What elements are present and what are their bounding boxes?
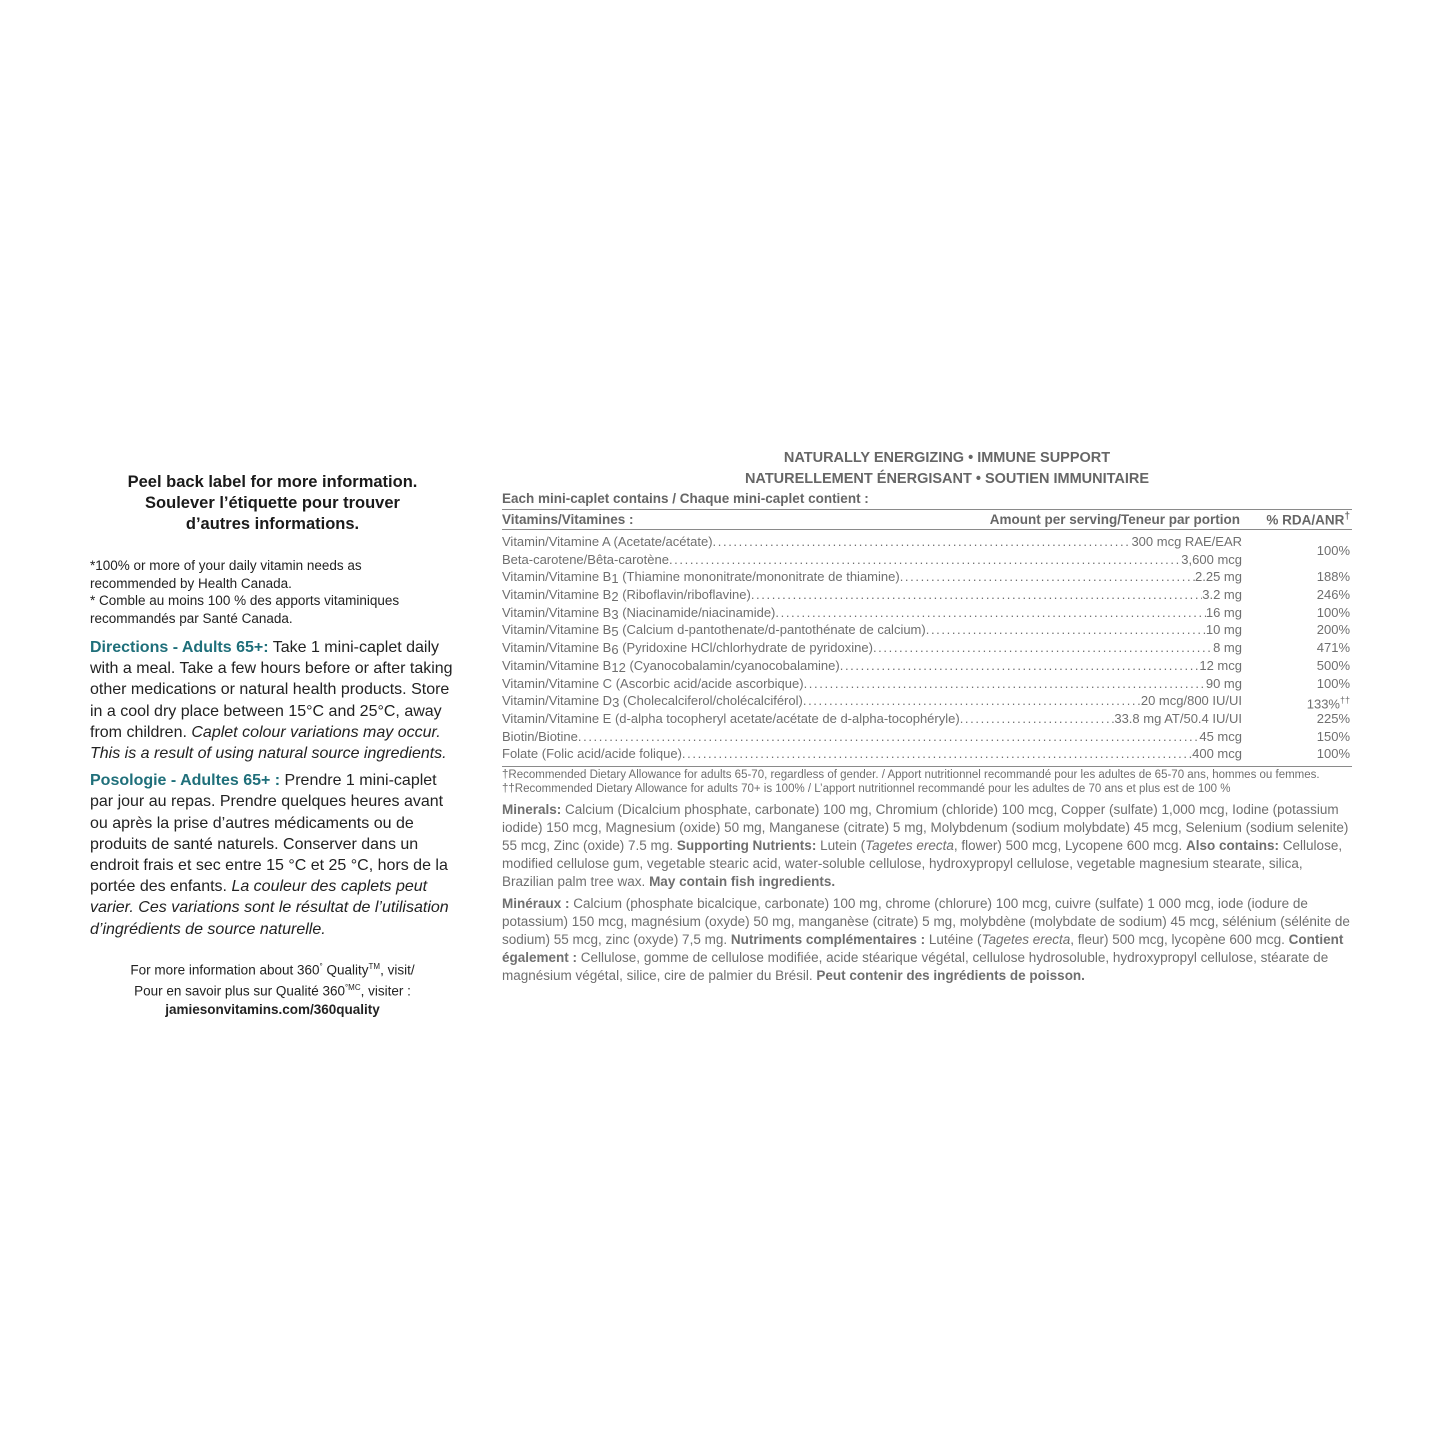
vitamin-subscript: 12 (611, 659, 626, 675)
nutrient-name (502, 745, 682, 763)
vitamin-subscript: 5 (611, 624, 619, 640)
nutrient-source: (Thiamine mononitrate/mononitrate de thiamine) (618, 569, 900, 585)
rda-note-line: *100% or more of your daily vitamin needs as (90, 558, 362, 573)
mineraux-heading: Minéraux : (502, 896, 570, 912)
more-info-text: For more information about 360 (130, 962, 320, 978)
leader-dots (804, 675, 1206, 693)
table-row (502, 675, 1352, 693)
table-row (502, 604, 1352, 622)
nutrient-source: (Niacinamide/niacinamide) (618, 604, 776, 620)
vitamin-a-group (502, 533, 1352, 568)
nutrient-amount: 45 mcg (1199, 728, 1242, 744)
col-vitamins: Vitamins/Vitamines : (502, 512, 634, 527)
nutrient-name (502, 568, 900, 586)
nutrient-name: Beta-carotene/Bêta-carotène (502, 551, 669, 567)
minerals-french (502, 895, 1352, 985)
posologie-italic-note: La couleur des caplets peut varier. Ces variations sont le résultat de l’utilisation d’ingrédients de source naturelle. (90, 878, 449, 938)
nutriments-text: Lutéine ( (925, 932, 982, 948)
nutrient-rda (1242, 639, 1350, 657)
directions-heading: Directions - Adults 65+: (90, 639, 269, 656)
more-info-text: Pour en savoir plus sur Qualité 360 (134, 983, 345, 999)
latin-name: Tagetes erecta (865, 837, 954, 853)
nutrient-amount: 10 mg (1205, 622, 1242, 638)
nutrient-name (502, 710, 960, 728)
left-panel (90, 472, 455, 1019)
nutrient-source: (Calcium d-pantothenate/d-pantothénate de calcium) (618, 622, 926, 638)
more-info-line-fr (90, 979, 455, 1001)
allergen-warning: May contain fish ingredients. (649, 873, 836, 889)
nutrient-name-text: Vitamin/Vitamine E (502, 710, 612, 726)
nutrient-rda-value: 150% (1316, 728, 1350, 744)
leader-dots (751, 586, 1202, 604)
nutrient-rda (1242, 621, 1350, 639)
leader-dots (775, 604, 1205, 622)
nutrient-rda (1242, 604, 1350, 622)
nutrient-name-text: Vitamin/Vitamine B (502, 640, 612, 656)
dagger-mark: †† (1339, 695, 1350, 706)
nutrient-name (502, 604, 775, 622)
table-row (502, 568, 1352, 586)
directions-french (90, 770, 455, 940)
nutrient-name: Vitamin/Vitamine A (Acetate/acétate) (502, 534, 713, 549)
nutrient-amount: 16 mg (1205, 604, 1242, 620)
nutrient-amount: 400 mcg (1192, 746, 1242, 762)
nutrient-amount: 12 mcg (1199, 657, 1242, 673)
nutrient-name-text: Vitamin/Vitamine B (502, 604, 612, 620)
minerals-english (502, 801, 1352, 891)
rda-note-line: * Comble au moins 100 % des apports vitaminiques (90, 593, 400, 608)
table-footnotes (502, 766, 1352, 796)
peel-line-1: Peel back label for more information. (127, 473, 418, 491)
nutrient-rda (1242, 745, 1350, 763)
leader-dots (873, 639, 1213, 657)
nutrient-name (502, 621, 926, 639)
more-info-text: , visiter : (360, 983, 411, 999)
nutrient-name (502, 728, 578, 746)
nutrient-rda-value: 500% (1316, 657, 1350, 673)
trademark-mark: TM (368, 961, 381, 971)
nutrient-rda: 100% (1316, 543, 1350, 559)
nutrient-name (502, 586, 751, 604)
trademark-mark: °MC (344, 983, 361, 993)
more-info-text: , visit/ (380, 962, 415, 978)
posologie-heading: Posologie - Adultes 65+ : (90, 772, 281, 790)
table-row (502, 728, 1352, 746)
also-contains-text: Cellulose, modified cellulose gum, vegetable stearic acid, water-soluble cellulose, hydroxypropyl cellulose, vegetable magnesium stearate, silica, Brazilian palm tree wax. (502, 837, 1343, 889)
more-info (90, 958, 455, 1019)
supporting-text: , flower) 500 mcg, Lycopene 600 mcg. (953, 837, 1187, 853)
footnote-2: ††Recommended Dietary Allowance for adults 70+ is 100% / L’apport nutritionnel recommandé pour les adultes de 70 ans et plus est de 100 % (502, 782, 1231, 795)
leader-dots (900, 568, 1195, 586)
header-english: NATURALLY ENERGIZING • IMMUNE SUPPORT (783, 450, 1111, 466)
table-row (502, 621, 1352, 639)
peel-back-notice (90, 472, 455, 535)
header-french: NATURELLEMENT ÉNERGISANT • SOUTIEN IMMUNITAIRE (744, 471, 1150, 487)
degree-mark: ° (319, 961, 323, 971)
nutrient-rda-value: 133% (1306, 696, 1340, 712)
nutrient-rda-value: 100% (1316, 675, 1350, 691)
latin-name: Tagetes erecta (981, 932, 1071, 948)
vitamin-subscript: 3 (611, 606, 619, 622)
nutrient-source: (Cholecalciferol/cholécalciférol) (619, 693, 803, 709)
more-info-line-en (90, 958, 455, 980)
nutrient-source: (Ascorbic acid/acide ascorbique) (612, 675, 804, 691)
nutrient-source: (Riboflavin/riboflavine) (618, 587, 751, 603)
rda-note-line: recommended by Health Canada. (90, 575, 292, 591)
vitamin-subscript: 1 (611, 571, 619, 587)
table-row (502, 586, 1352, 604)
supporting-heading: Supporting Nutrients: (676, 837, 817, 853)
minerals-text: Calcium (Dicalcium phosphate, carbonate) 100 mg, Chromium (chloride) 100 mcg, Copper (sulfate) 1,000 mcg, Iodine (potassium iodide) 150 mcg, Magnesium (oxide) 50 mg, Manganese (citrate) 5 mg, Molybdenum (sodium molybdate) 45 mcg, Selenium (sodium selenite) 55 mcg, Zinc (oxide) 7.5 mg. (502, 801, 1349, 853)
allergen-warning-fr: Peut contenir des ingrédients de poisson. (816, 968, 1085, 984)
vitamin-rows (502, 568, 1352, 763)
contient-heading: Contient également : (502, 932, 1344, 966)
leader-dots (803, 692, 1141, 710)
directions-text: Take 1 mini-caplet daily with a meal. Take a few hours before or after taking other medications or natural health products. Store in a cool dry place between 15°C and 25°C, away from children. (90, 639, 453, 741)
leader-dots (713, 533, 1132, 551)
leader-dots (682, 745, 1192, 763)
nutrient-rda-value: 200% (1316, 622, 1350, 638)
table-row (502, 639, 1352, 657)
nutrient-rda-value: 246% (1316, 587, 1350, 603)
nutrient-amount: 20 mcg/800 IU/UI (1140, 693, 1242, 709)
nutrient-name-text: Vitamin/Vitamine B (502, 587, 612, 603)
more-info-text: Quality (322, 962, 369, 978)
nutrient-rda (1242, 568, 1350, 586)
col-rda (1260, 511, 1350, 528)
nutrient-name-text: Folate (Folic acid/acide folique) (502, 746, 682, 762)
nutrient-rda (1242, 657, 1350, 675)
table-header (502, 509, 1352, 530)
each-caplet-contains: Each mini-caplet contains / Chaque mini-caplet contient : (502, 491, 869, 506)
leader-dots (578, 728, 1199, 746)
peel-line-3: d’autres informations. (185, 515, 360, 533)
table-row (502, 657, 1352, 675)
contient-text: Cellulose, gomme de cellulose modifiée, acide stéarique végétal, cellulose hydrosoluble, hydroxypropyl cellulose, stéarate de magnésium végétal, silice, cire de palmier du Brésil. (502, 950, 1329, 984)
vitamin-subscript: 2 (611, 589, 619, 604)
nutrient-amount: 33.8 mg AT/50.4 IU/UI (1114, 710, 1242, 726)
table-row (502, 692, 1352, 710)
nutrient-rda-value: 188% (1316, 569, 1350, 585)
nutrient-name (502, 675, 804, 693)
posologie-text: Prendre 1 mini-caplet par jour au repas. Prendre quelques heures avant ou après la prise d’autres médicaments ou de produits de santé naturels. Conserver dans un endroit frais et sec entre 15 °C et 25 °C, hors de la portée des enfants. (90, 772, 448, 896)
nutrient-amount: 2.25 mg (1195, 569, 1242, 585)
nutrient-rda (1242, 675, 1350, 693)
table-row (502, 551, 1242, 569)
also-contains-heading: Also contains: (1186, 837, 1280, 853)
daily-needs-note (90, 557, 455, 627)
nutrient-name-text: Vitamin/Vitamine B (502, 569, 612, 585)
minerals-heading: Minerals: (502, 801, 562, 817)
mineraux-text: Calcium (phosphate bicalcique, carbonate) 100 mg, chrome (chlorure) 100 mcg, cuivre (sulfate) 1 000 mcg, iode (iodure de potassium) 150 mcg, magnésium (oxyde) 50 mg, manganèse (citrate) 5 mg, molybdène (molybdate de sodium) 45 mcg, sélénium (sélénite de sodium) 55 mcg, zinc (oxyde) 7,5 mg. (502, 896, 1350, 948)
supplement-facts-panel (502, 448, 1352, 985)
nutrient-rda (1242, 728, 1350, 746)
nutrient-rda-value: 225% (1316, 710, 1350, 726)
nutrient-rda-value: 100% (1316, 746, 1350, 762)
nutrient-amount: 8 mg (1213, 640, 1242, 656)
directions-italic-note: Caplet colour variations may occur. This is a result of using natural source ingredients. (90, 723, 447, 763)
nutrient-source: (Pyridoxine HCl/chlorhydrate de pyridoxine) (618, 640, 873, 656)
table-row (502, 710, 1352, 728)
nutrient-rda (1242, 710, 1350, 728)
nutrient-rda-value: 471% (1316, 640, 1350, 656)
nutrient-rda (1242, 586, 1350, 604)
peel-line-2: Soulever l’étiquette pour trouver (145, 494, 400, 512)
leader-dots (926, 621, 1206, 639)
vitamin-table (502, 530, 1352, 763)
dagger-mark: † (1344, 510, 1350, 522)
nutrient-name (502, 657, 840, 675)
supporting-text: Lutein ( (816, 837, 866, 853)
footnote-1: †Recommended Dietary Allowance for adults 65-70, regardless of gender. / Apport nutritionnel recommandé pour les adultes de 65-70 ans, hommes ou femmes. (502, 768, 1320, 781)
nutriments-text: , fleur) 500 mcg, lycopène 600 mcg. (1070, 932, 1289, 948)
rda-note-line: recommandés par Santé Canada. (90, 610, 293, 626)
col-rda-label: % RDA/ANR (1266, 512, 1345, 527)
vitamin-subscript: 3 (612, 695, 620, 710)
col-amount: Amount per serving/Teneur par portion (989, 512, 1240, 527)
leader-dots (669, 551, 1181, 569)
nutrient-amount: 90 mg (1205, 675, 1242, 691)
nutrient-rda (1242, 692, 1350, 710)
directions-english (90, 637, 455, 764)
vitamin-subscript: 6 (611, 642, 619, 657)
quality-url: jamiesonvitamins.com/360quality (165, 1001, 380, 1017)
nutrient-amount: 300 mcg RAE/EAR (1131, 534, 1242, 549)
nutrient-name-text: Vitamin/Vitamine D (502, 693, 613, 709)
nutrient-amount: 3,600 mcg (1181, 551, 1242, 567)
table-row (502, 745, 1352, 763)
nutrient-name (502, 639, 873, 657)
table-row (502, 533, 1242, 551)
nutrient-name-text: Biotin/Biotine (502, 728, 578, 744)
leader-dots (960, 710, 1115, 728)
nutrient-name-text: Vitamin/Vitamine C (502, 675, 613, 691)
nutrient-name-text: Vitamin/Vitamine B (502, 622, 612, 638)
nutrient-name (502, 692, 803, 710)
nutrient-rda-value: 100% (1316, 604, 1350, 620)
nutrient-name-text: Vitamin/Vitamine B (502, 657, 612, 673)
nutrient-source: (d-alpha tocopheryl acetate/acétate de d-alpha-tocophéryle) (611, 710, 960, 726)
nutrient-source: (Cyanocobalamin/cyanocobalamine) (625, 657, 840, 673)
nutriments-heading: Nutriments complémentaires : (730, 932, 926, 948)
nutrient-amount: 3.2 mg (1202, 587, 1242, 603)
leader-dots (840, 657, 1200, 675)
